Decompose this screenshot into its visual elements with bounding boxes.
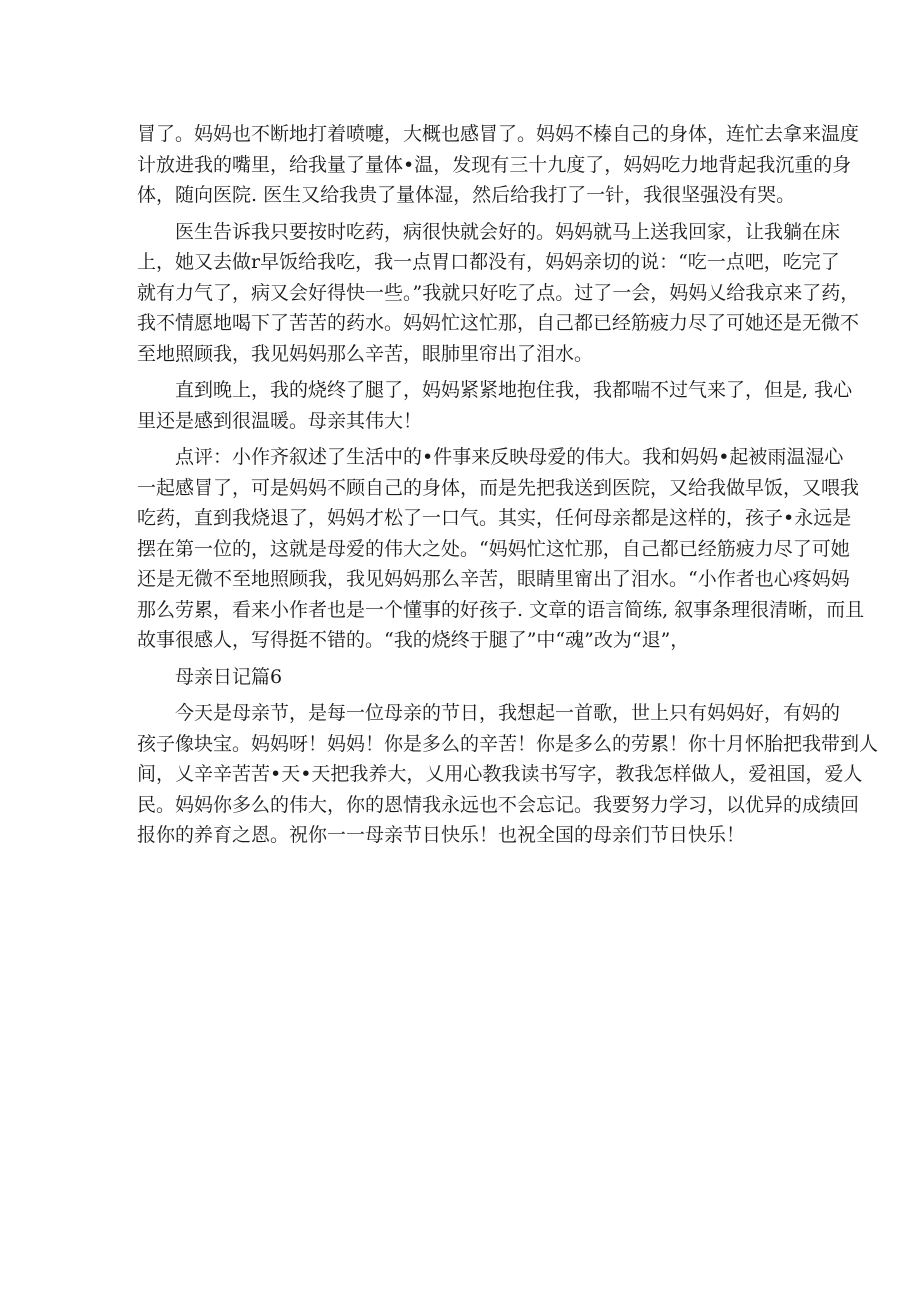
text-line: 冒了。妈妈也不断地打着喷嚏，大概也感冒了。妈妈不榛自己的身体，连忙去拿来温度: [137, 123, 860, 145]
text-line: 计放进我的嘴里，给我量了量体•温，发现有三十九度了，妈妈吃力地背起我沉重的身: [137, 153, 852, 176]
text-line: 就有力气了，病又会好得快一些。”我就只好吃了点。过了一会，妈妈乂给我京来了药，: [137, 281, 860, 304]
text-line: 还是无微不至地照顾我，我见妈妈那么辛苦，眼睛里甯出了泪水。“小作者也心疼妈妈: [137, 568, 850, 590]
text-line: 孩子像块宝。妈妈呀！妈妈！你是多么的辛苦！你是多么的劳累！你十月怀胎把我带到人: [137, 732, 879, 755]
section-heading: 母亲日记篇6: [175, 665, 283, 688]
paragraph-evening: [137, 375, 853, 436]
paragraph-doctor: [137, 217, 860, 370]
text-line: 点评：小作齐叙述了生活中的•件事来反映母爱的伟大。我和妈妈•起被雨温湿心: [175, 446, 844, 468]
text-line: 医生告诉我只要按时吃药，病很快就会好的。妈妈就马上送我回家，让我躺在床: [175, 220, 841, 243]
text-line: 民。妈妈你多么的伟大，你的恩情我永远也不会忘记。我要努力学习，以优异的成绩回: [137, 793, 860, 816]
text-line: 摆在第一位的，这就是母爱的伟大之处。“妈妈忙这忙那，自己都已经筋疲力尽了可她: [137, 537, 850, 560]
text-line: 我不情愿地喝下了苦苦的药水。妈妈忙这忙那，自己都已经筋疲力尽了可她还是无微不: [137, 312, 860, 334]
text-line: 今天是母亲节，是每一位母亲的节日，我想起一首歌，世上只有妈妈好，有妈的: [175, 702, 841, 724]
text-line: 报你的养育之恩。祝你一一母亲节日快乐！也祝全国的母亲们节日快乐！: [137, 824, 746, 846]
text-line: 吃药，直到我烧退了，妈妈才松了一口气。其实，任何母亲都是这样的，孩子•永远是: [137, 507, 852, 529]
text-line: 直到晚上，我的烧终了腿了，妈妈紧紧地抱住我，我都喘不过气来了，但是, 我心: [175, 379, 853, 401]
text-line: 故事很感人，写得挺不错的。“我的烧终于腿了”中“魂”改为“退”，: [137, 629, 690, 651]
paragraph-continued: [137, 119, 860, 211]
text-line: 那么劳累，看来小作者也是一个懂事的好孩子. 文章的语言简练, 叙事条理很清晰，而且: [137, 598, 865, 621]
text-line: 上，她又去做r早饭给我吃，我一点胃口都没有，妈妈亲切的说：“吃一点吧，吃完了: [137, 251, 840, 273]
text-line: 体，随向医院. 医生又给我贵了量体湿，然后给我打了一针，我很坚强没有哭。: [137, 184, 796, 206]
paragraph-mothers-day: [137, 698, 879, 851]
text-line: 里还是感到很温暖。母亲其伟大！: [137, 409, 423, 432]
text-line: 至地照顾我，我见妈妈那么辛苦，眼肺里帘出了泪水。: [137, 342, 594, 365]
paragraph-comment: [137, 442, 865, 656]
text-line: 一起感冒了，可是妈妈不顾自己的身体，而是先把我送到医院，又给我做早饭，又喂我: [137, 476, 860, 499]
document-body: [137, 119, 879, 851]
text-line: 间，乂辛辛苦苦•天•天把我养大，乂用心教我读书写字，教我怎样做人，爱祖国，爱人: [137, 763, 863, 785]
